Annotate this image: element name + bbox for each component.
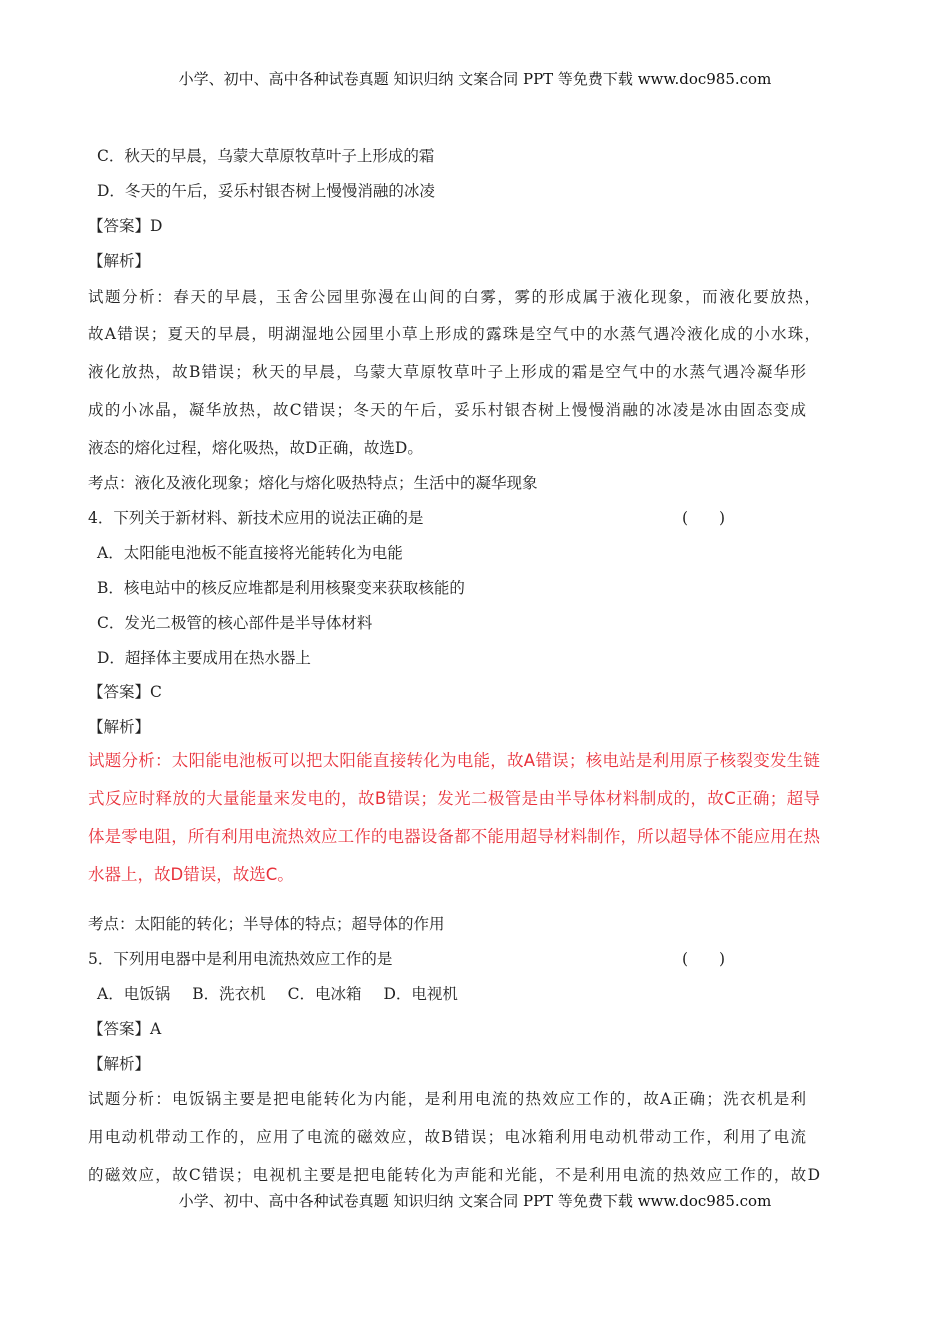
q4-option-c: C．发光二极管的核心部件是半导体材料 bbox=[97, 614, 373, 632]
q5-answer-paren: ( ) bbox=[682, 950, 726, 968]
q3-analysis-line: 试题分析：春天的早晨，玉舍公园里弥漫在山间的白雾，雾的形成属于液化现象，而液化要放热， bbox=[88, 288, 820, 306]
q4-stem: 4．下列关于新材料、新技术应用的说法正确的是 bbox=[88, 509, 424, 527]
q3-answer: 【答案】D bbox=[88, 217, 163, 235]
page-header: 小学、初中、高中各种试卷真题 知识归纳 文案合同 PPT 等免费下载 www.doc985.com bbox=[178, 70, 772, 88]
q3-option-d: D．冬天的午后，妥乐村银杏树上慢慢消融的冰凌 bbox=[97, 182, 435, 200]
q4-option-b: B．核电站中的核反应堆都是利用核聚变来获取核能的 bbox=[97, 579, 465, 597]
q3-analysis-line: 液态的熔化过程，熔化吸热，故D正确，故选D。 bbox=[88, 439, 423, 457]
q5-analysis-label: 【解析】 bbox=[88, 1055, 151, 1073]
q4-analysis-line: 水器上，故D错误，故选C。 bbox=[88, 865, 294, 884]
q4-analysis-label: 【解析】 bbox=[88, 718, 151, 736]
q4-option-d: D．超择体主要成用在热水器上 bbox=[97, 649, 311, 667]
q5-options bbox=[97, 984, 480, 1004]
q5-stem: 5．下列用电器中是利用电流热效应工作的是 bbox=[88, 950, 393, 968]
q5-option-b: B．洗衣机 bbox=[192, 985, 266, 1003]
q5-analysis-line: 的磁效应，故C错误；电视机主要是把电能转化为声能和光能，不是利用电流的热效应工作的，故D bbox=[88, 1166, 820, 1184]
q3-analysis-line: 成的小冰晶，凝华放热，故C错误；冬天的午后，妥乐村银杏树上慢慢消融的冰凌是冰由固态变成 bbox=[88, 401, 806, 419]
q3-analysis-label: 【解析】 bbox=[88, 252, 151, 270]
q5-answer: 【答案】A bbox=[88, 1020, 162, 1038]
q4-answer: 【答案】C bbox=[88, 683, 162, 701]
q3-kaodian: 考点：液化及液化现象；熔化与熔化吸热特点；生活中的凝华现象 bbox=[88, 474, 538, 492]
q3-analysis-line: 液化放热，故B错误；秋天的早晨，乌蒙大草原牧草叶子上形成的霜是空气中的水蒸气遇冷凝华形 bbox=[88, 363, 806, 381]
q3-option-c: C．秋天的早晨，乌蒙大草原牧草叶子上形成的霜 bbox=[97, 147, 435, 165]
q4-analysis-line: 试题分析：太阳能电池板可以把太阳能直接转化为电能，故A错误；核电站是利用原子核裂变发生链 bbox=[88, 751, 820, 770]
q5-option-c: C．电冰箱 bbox=[287, 985, 362, 1003]
q5-analysis-line: 试题分析：电饭锅主要是把电能转化为内能，是利用电流的热效应工作的，故A正确；洗衣机是利 bbox=[88, 1090, 806, 1108]
q4-kaodian: 考点：太阳能的转化；半导体的特点；超导体的作用 bbox=[88, 915, 445, 933]
q3-analysis-line: 故A错误；夏天的早晨，明湖湿地公园里小草上形成的露珠是空气中的水蒸气遇冷液化成的小水珠， bbox=[88, 325, 820, 343]
q4-analysis-line: 体是零电阻，所有利用电流热效应工作的电器设备都不能用超导材料制作，所以超导体不能应用在热 bbox=[88, 827, 820, 846]
q4-option-a: A．太阳能电池板不能直接将光能转化为电能 bbox=[97, 544, 403, 562]
q4-analysis-line: 式反应时释放的大量能量来发电的，故B错误；发光二极管是由半导体材料制成的，故C正确；超导 bbox=[88, 789, 820, 808]
page-footer: 小学、初中、高中各种试卷真题 知识归纳 文案合同 PPT 等免费下载 www.doc985.com bbox=[178, 1192, 772, 1210]
q5-option-a: A．电饭锅 bbox=[97, 985, 171, 1003]
q5-analysis-line: 用电动机带动工作的，应用了电流的磁效应，故B错误；电冰箱利用电动机带动工作，利用了电流 bbox=[88, 1128, 806, 1146]
q5-option-d: D．电视机 bbox=[383, 985, 458, 1003]
q4-answer-paren: ( ) bbox=[682, 509, 726, 527]
